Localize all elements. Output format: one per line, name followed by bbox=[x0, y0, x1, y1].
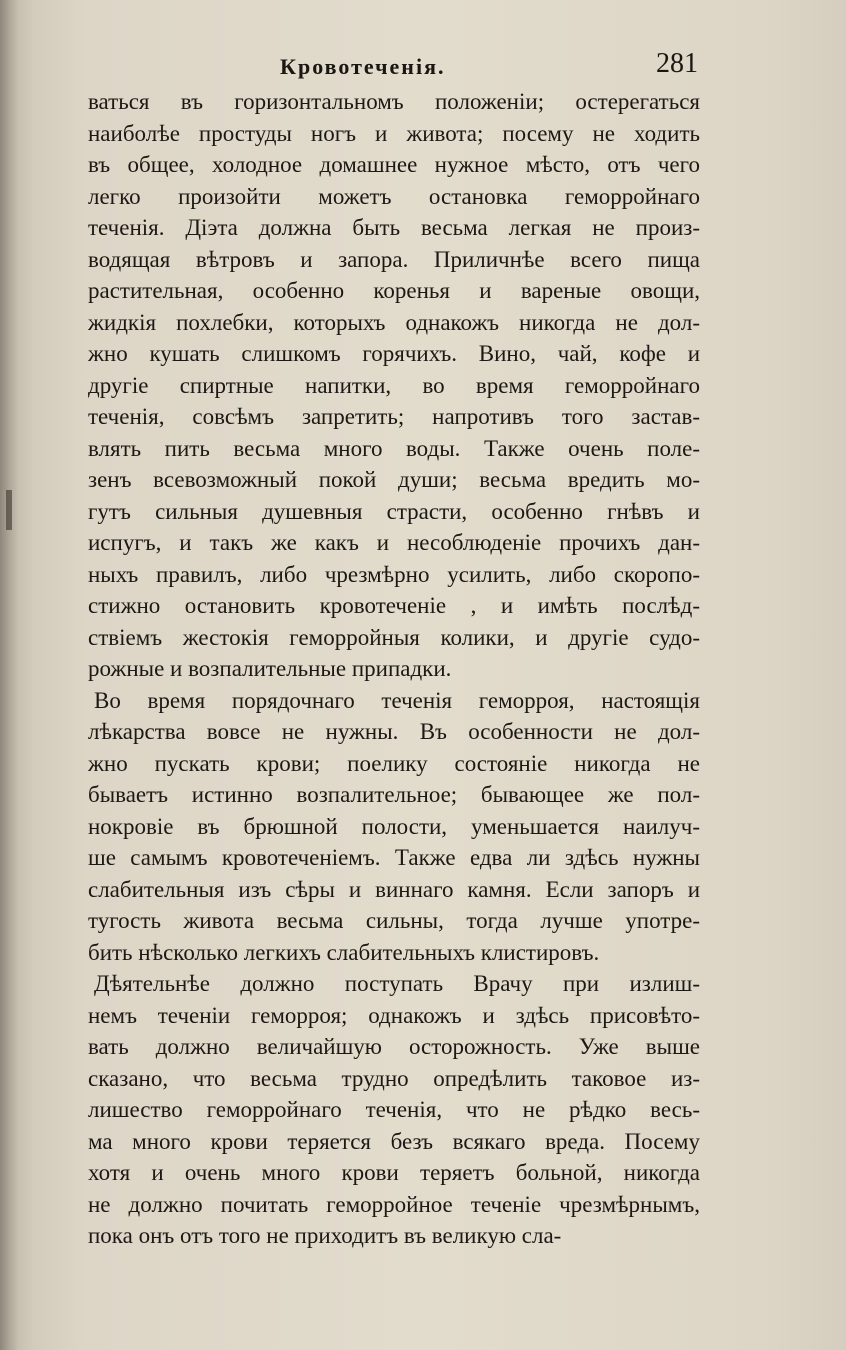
text-line: жно пускать крови; поелику состояніе никогда не bbox=[88, 750, 700, 776]
text-line: наиболѣе простуды ногъ и живота; посему не ходить bbox=[88, 120, 700, 146]
text-line: ше самымъ кровотеченіемъ. Также едва ли здѣсь нужны bbox=[88, 845, 700, 870]
page-gutter-shadow bbox=[0, 0, 18, 1350]
text-line: хотя и очень много крови теряетъ больной, никогда bbox=[88, 1160, 700, 1185]
text-line: жидкія похлебки, которыхъ однакожъ никогда не дол- bbox=[88, 309, 700, 335]
text-line: зенъ всевозможный покой души; весьма вредить мо- bbox=[88, 467, 700, 492]
text-line: бываетъ истинно возпалительное; бывающее же пол- bbox=[88, 782, 700, 807]
page-number: 281 bbox=[656, 48, 698, 79]
text-line: жно кушать слишкомъ горячихъ. Вино, чай, кофе и bbox=[88, 341, 700, 366]
text-line: бить нѣсколько легкихъ слабительныхъ клистировъ. bbox=[88, 939, 600, 965]
text-line: тугость живота весьма сильны, тогда лучше употре- bbox=[88, 908, 700, 933]
text-line: немъ теченіи геморроя; однакожъ и здѣсь присовѣто- bbox=[88, 1002, 700, 1028]
text-line: теченія. Діэта должна быть весьма легкая не произ- bbox=[88, 215, 700, 240]
text-line: испугъ, и такъ же какъ и несоблюденіе прочихъ дан- bbox=[88, 530, 700, 555]
text-line: Во время порядочнаго теченія геморроя, настоящія bbox=[94, 687, 700, 713]
text-line: ма много крови теряется безъ всякаго вреда. Посему bbox=[88, 1128, 700, 1154]
text-line: влять пить весьма много воды. Также очень поле- bbox=[88, 435, 700, 461]
text-line: легко произойти можетъ остановка геморройнаго bbox=[88, 183, 700, 209]
text-line: не должно почитать геморройное теченіе чрезмѣрнымъ, bbox=[88, 1191, 700, 1217]
text-line: теченія, совсѣмъ запретить; напротивъ того застав- bbox=[88, 404, 700, 429]
text-line: водящая вѣтровъ и запора. Приличнѣе всего пища bbox=[88, 246, 700, 272]
text-line: ствіемъ жестокія геморройныя колики, и другіе судо- bbox=[88, 624, 700, 650]
text-line: рожные и возпалительные припадки. bbox=[88, 656, 452, 681]
text-line: ныхъ правилъ, либо чрезмѣрно усилить, либо скоропо- bbox=[88, 561, 700, 587]
text-line: другіе спиртные напитки, во время геморройнаго bbox=[88, 372, 700, 398]
text-line: вать должно величайшую осторожность. Уже выше bbox=[88, 1034, 700, 1059]
page-header bbox=[60, 48, 698, 84]
text-line: Дѣятельнѣе должно поступать Врачу при излиш- bbox=[94, 971, 700, 996]
text-line: нокровіе въ брюшной полости, уменьшается наилуч- bbox=[88, 813, 700, 839]
text-line: въ общее, холодное домашнее нужное мѣсто, отъ чего bbox=[88, 152, 700, 177]
text-line: пока онъ отъ того не приходитъ въ великую сла- bbox=[88, 1223, 562, 1248]
text-line: ваться въ горизонтальномъ положеніи; остерегаться bbox=[88, 89, 700, 114]
text-line: слабительныя изъ сѣры и виннаго камня. Если запоръ и bbox=[88, 876, 700, 902]
margin-mark bbox=[6, 490, 12, 530]
running-title: Кровотеченія. bbox=[280, 54, 446, 79]
text-line: растительная, особенно коренья и вареные овощи, bbox=[88, 278, 700, 303]
text-line: лишество геморройнаго теченія, что не рѣдко весь- bbox=[88, 1097, 700, 1122]
text-line: лѣкарства вовсе не нужны. Въ особенности не дол- bbox=[88, 719, 700, 744]
text-line: гутъ сильныя душевныя страсти, особенно гнѣвъ и bbox=[88, 498, 700, 524]
text-line: сказано, что весьма трудно опредѣлить таковое из- bbox=[88, 1065, 700, 1091]
body-text bbox=[88, 86, 700, 1252]
text-line: стижно остановить кровотеченіе , и имѣть послѣд- bbox=[88, 593, 700, 618]
